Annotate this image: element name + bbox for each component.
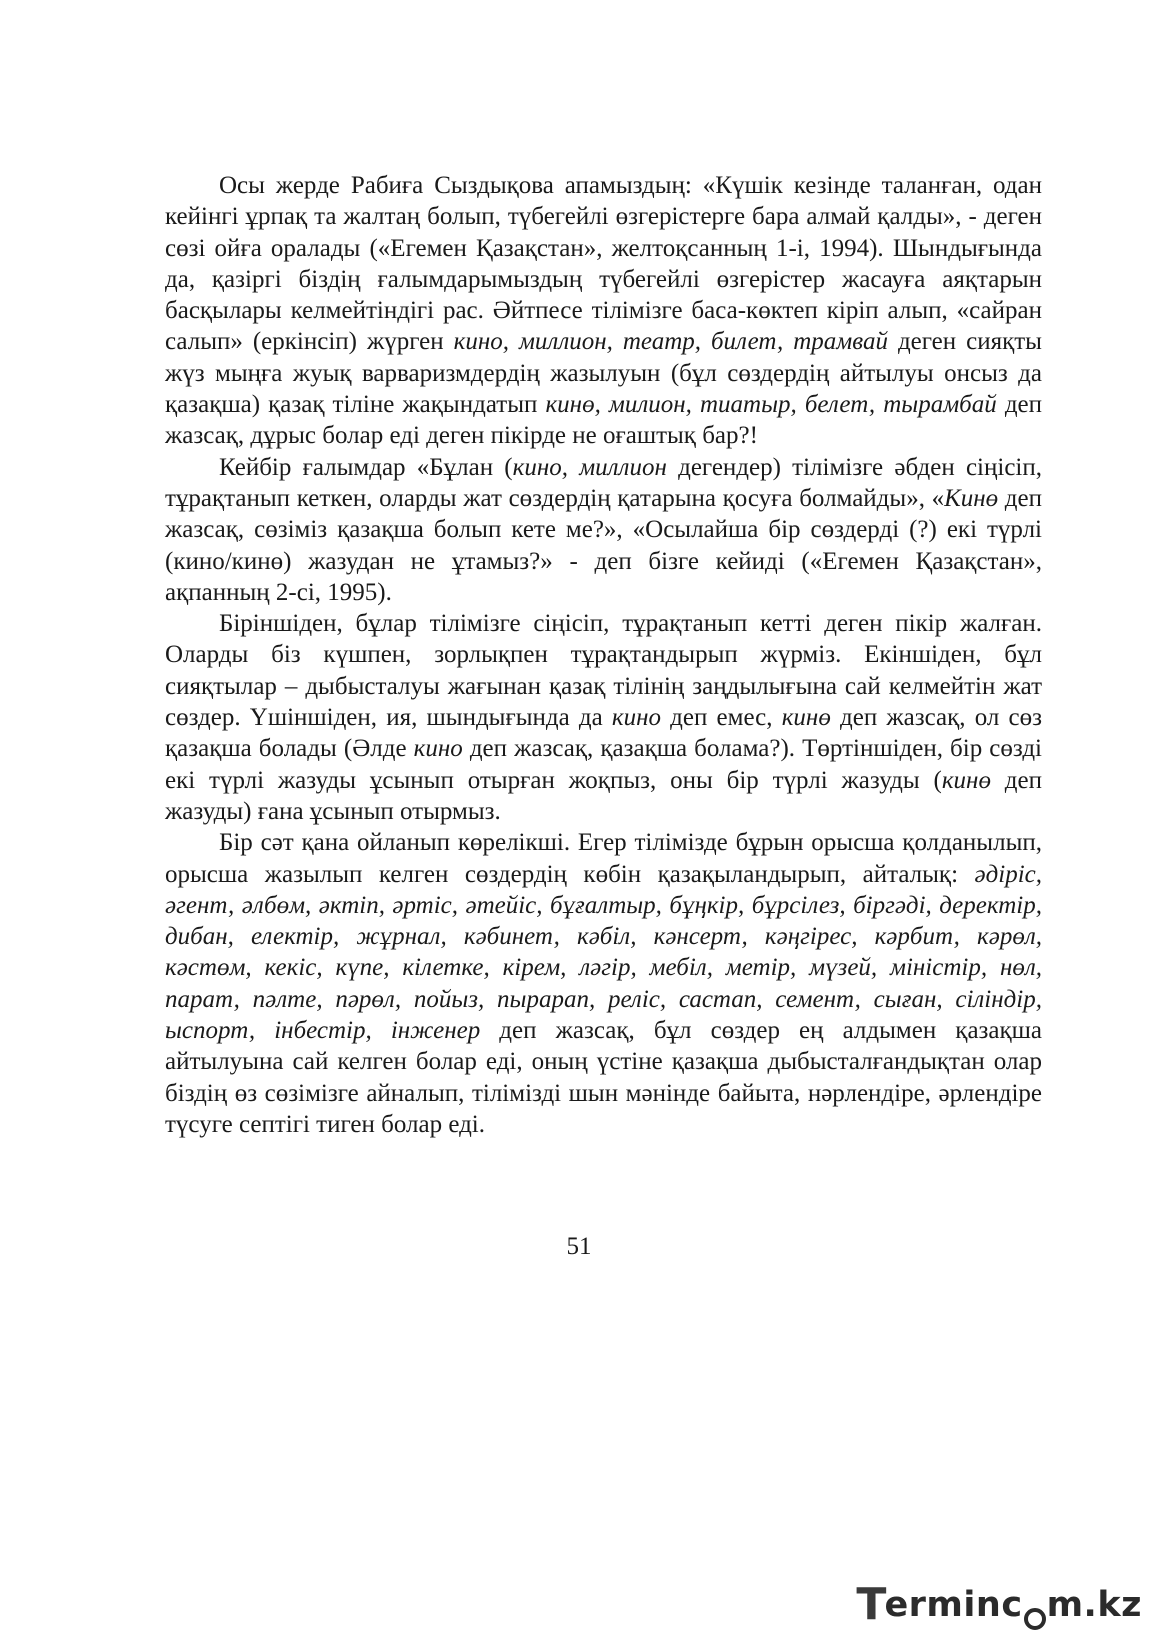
italic-text-run: кино bbox=[611, 704, 661, 732]
watermark-o-circle-icon bbox=[1024, 1608, 1046, 1630]
text-run: деп емес, bbox=[661, 704, 782, 732]
body-text bbox=[165, 170, 1042, 1140]
document-page bbox=[165, 170, 1042, 1140]
watermark-text-part2: m.kz bbox=[1046, 1585, 1142, 1625]
paragraph-1 bbox=[165, 170, 1042, 452]
termincom-watermark-logo bbox=[856, 1577, 1142, 1630]
text-run: деп жазсақ, ол сөз қазақша болады (Әлде bbox=[165, 704, 1042, 763]
text-run: деген сияқты жүз мыңға жуық варваризмдердің жазылуын (бұл сөздердің айтылуы онсыз да қазақша) қазақ тіліне жақындатып bbox=[165, 328, 1042, 419]
paragraph-4 bbox=[165, 827, 1042, 1140]
text-run: деп жазсақ, дұрыс болар еді деген пікірде не оғаштық бар?! bbox=[165, 391, 1043, 450]
text-run: дегендер) тілімізге әбден сіңісіп, тұрақтанып кеткен, оларды жат сөздердің қатарына қосуға болмайды», « bbox=[165, 453, 1042, 512]
italic-text-run: әдіріс, әгент, әлбөм, әктіп, әртіс, әтейіс, бұғалтыр, бұңкір, бұрсілез, біргәді, деректір, дибан, електір, жұрнал, кәбинет, кәбіл, кәнсерт, кәңгірес, кәрбит, кәрөл, кәстөм, кекіс, күпе, кілетке, кірем, ләгір, мебіл, метір, мүзей, міністір, нөл, парат, пәлте, пәрөл, пойыз, пырарап, реліс, састап, семент, сыған, сіліндір, ыспорт, інбестір, інженер bbox=[165, 860, 1042, 1045]
paragraph-2 bbox=[165, 452, 1042, 608]
text-run: деп жазсақ, бұл сөздер ең алдымен қазақша айтылуына сай келген болар еді, оның үстіне қазақша дыбысталғандықтан олар біздің өз сөзімізге айналып, тілімізді шын мәнінде байыта, нәрлендіре, әрлендіре түсуге септігі тиген болар еді. bbox=[165, 1017, 1043, 1138]
watermark-text-part1: erminc bbox=[884, 1585, 1023, 1625]
text-run: деп жазсақ, қазақша болама?). Төртіншіден, бір сөзді екі түрлі жазуды ұсынып отырған жоқпыз, оны бір түрлі жазуды ( bbox=[165, 735, 1042, 794]
italic-text-run: кино, миллион bbox=[512, 453, 667, 481]
text-run: Кейбір ғалымдар «Бұлан ( bbox=[219, 453, 513, 481]
text-run: Осы жерде Рабиға Сыздықова апамыздың: «Күшік кезінде таланған, одан кейінгі ұрпақ та жалтаң болып, түбегейлі өзгерістерге бара алмай қалды», - деген сөзі ойға оралады («Егемен Қазақстан», желтоқсанның 1-і, 1994). Шындығында да, қазіргі біздің ғалымдарымыздың түбегейлі өзгерістер жасауға аяқтарын басқылары келмейтіндігі рас. Әйтпесе тілімізге баса-көктеп кіріп алып, «сайран салып» (еркінсіп) жүрген bbox=[165, 172, 1042, 356]
italic-text-run: Кинө bbox=[944, 484, 999, 512]
text-run: деп жазуды) ғана ұсынып отырмыз. bbox=[165, 766, 1042, 825]
text-run: деп жазсақ, сөзіміз қазақша болып кете ме?», «Осылайша бір сөздерді (?) екі түрлі (кино/кинө) жазудан не ұтамыз?» - деп бізге кейиді («Егемен Қазақстан», ақпанның 2-сі, 1995). bbox=[165, 484, 1042, 606]
text-run: Бір сәт қана ойланып көрелікші. Егер тілімізде бұрын орысша қолданылып, орысша жазылып келген сөздердің көбін қазақыландырып, айталық: bbox=[165, 829, 1042, 888]
watermark-letter-t: T bbox=[856, 1579, 887, 1630]
paragraph-3 bbox=[165, 608, 1042, 827]
italic-text-run: кинө bbox=[781, 704, 831, 732]
text-run: Біріншіден, бұлар тілімізге сіңісіп, тұрақтанып кетті деген пікір жалған. Оларды біз күшпен, зорлықпен тұрақтандырып жүрміз. Екіншіден, бұл сияқтылар – дыбысталуы жағынан қазақ тілінің заңдылығына сай келмейтін жат сөздер. Үшіншіден, ия, шындығында да bbox=[165, 610, 1042, 732]
italic-text-run: кино, миллион, театр, билет, трамвай bbox=[453, 328, 888, 356]
italic-text-run: кинө, милион, тиатыр, белет, тырамбай bbox=[545, 391, 997, 419]
page-number: 51 bbox=[566, 1233, 592, 1260]
italic-text-run: кинө bbox=[941, 766, 991, 794]
italic-text-run: кино bbox=[413, 735, 463, 763]
